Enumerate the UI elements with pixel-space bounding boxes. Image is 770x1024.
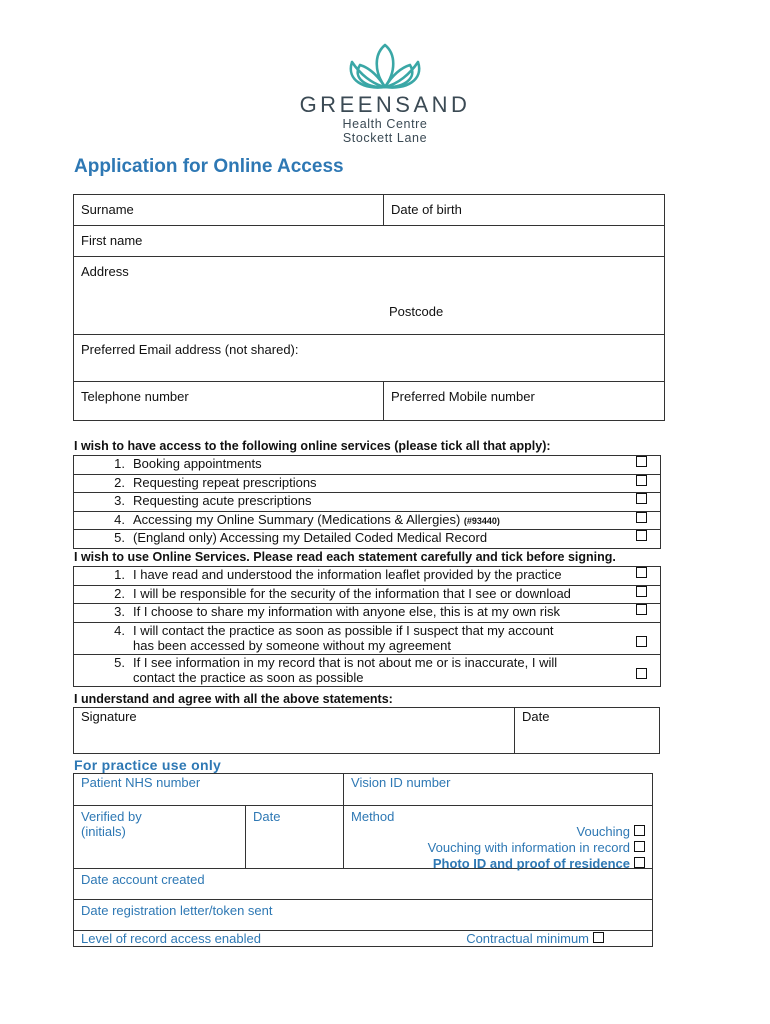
photo-id-option[interactable] <box>433 856 645 871</box>
item-text-line1: I will contact the practice as soon as possible if I suspect that my account <box>133 622 554 638</box>
signature-label: Signature <box>81 709 137 724</box>
list-item <box>74 456 661 475</box>
email-label: Preferred Email address (not shared): <box>81 342 299 357</box>
dob-label: Date of birth <box>391 202 462 217</box>
practice-use-table <box>73 773 653 947</box>
vouching-info-option[interactable] <box>428 840 645 855</box>
brand-location: Stockett Lane <box>342 131 428 145</box>
checkbox-icon[interactable] <box>636 512 647 523</box>
contractual-minimum-label: Contractual minimum <box>466 931 590 946</box>
services-heading: I wish to have access to the following online services (please tick all that apply): <box>74 439 551 453</box>
item-text: I have read and understood the information leaflet provided by the practice <box>129 567 623 586</box>
checkbox-icon[interactable] <box>636 456 647 467</box>
item-text-wrap <box>129 622 623 654</box>
item-text-line2: contact the practice as soon as possible <box>133 670 364 685</box>
item-number: 2. <box>74 474 130 493</box>
list-item <box>74 530 661 549</box>
list-item <box>74 493 661 512</box>
vouching-label: Vouching <box>576 824 631 839</box>
list-item <box>74 604 661 623</box>
item-text: (England only) Accessing my Detailed Coded Medical Record <box>129 530 623 549</box>
checkbox-icon[interactable] <box>636 604 647 615</box>
checkbox-icon[interactable] <box>636 668 647 679</box>
item-text-line1: If I see information in my record that is not about me or is inaccurate, I will <box>133 654 558 670</box>
nhs-number-field[interactable] <box>74 774 344 806</box>
checkbox-icon[interactable] <box>634 841 645 852</box>
method-field <box>344 806 653 869</box>
nhs-number-label: Patient NHS number <box>81 775 201 790</box>
dob-field[interactable] <box>384 195 665 226</box>
personal-details-table <box>73 194 665 421</box>
item-text: I will be responsible for the security of the information that I see or download <box>129 585 623 604</box>
item-code: (#93440) <box>463 515 500 526</box>
first-name-field[interactable] <box>74 226 665 257</box>
first-name-label: First name <box>81 233 143 248</box>
item-text-wrap <box>129 654 623 686</box>
signature-date-label: Date <box>522 709 550 724</box>
service-checkbox[interactable] <box>623 511 661 530</box>
item-number: 1. <box>74 456 130 475</box>
item-number: 5. <box>74 654 130 686</box>
account-created-field[interactable] <box>74 869 653 900</box>
brand-subtitle: Health Centre <box>342 117 428 131</box>
statement-checkbox[interactable] <box>623 604 661 623</box>
vision-id-field[interactable] <box>344 774 653 806</box>
vouching-option[interactable] <box>577 824 646 839</box>
service-checkbox[interactable] <box>623 474 661 493</box>
item-text: If I choose to share my information with anyone else, this is at my own risk <box>129 604 623 623</box>
email-field[interactable] <box>74 335 665 382</box>
checkbox-icon[interactable] <box>636 586 647 597</box>
lotus-icon <box>344 42 426 92</box>
item-text-wrap <box>129 511 623 530</box>
item-text: Requesting acute prescriptions <box>129 493 623 512</box>
verified-date-label: Date <box>253 809 281 824</box>
service-checkbox[interactable] <box>623 530 661 549</box>
checkbox-icon[interactable] <box>636 475 647 486</box>
service-checkbox[interactable] <box>623 456 661 475</box>
item-text: Accessing my Online Summary (Medications & Allergies) <box>133 511 461 527</box>
telephone-field[interactable] <box>74 382 384 421</box>
mobile-field[interactable] <box>384 382 665 421</box>
list-item <box>74 567 661 586</box>
contractual-minimum-option[interactable] <box>466 931 604 946</box>
initials-label: (initials) <box>81 824 126 839</box>
verified-date-field[interactable] <box>246 806 344 869</box>
verified-by-field[interactable] <box>74 806 246 869</box>
services-list <box>73 455 661 549</box>
checkbox-icon[interactable] <box>636 567 647 578</box>
item-text-line2: has been accessed by someone without my agreement <box>133 638 451 653</box>
list-item <box>74 511 661 530</box>
signature-field[interactable] <box>74 708 515 754</box>
signature-date-field[interactable] <box>515 708 660 754</box>
item-number: 5. <box>74 530 130 549</box>
item-number: 3. <box>74 604 130 623</box>
checkbox-icon[interactable] <box>636 636 647 647</box>
registration-letter-field[interactable] <box>74 900 653 931</box>
page-title: Application for Online Access <box>74 156 344 177</box>
item-number: 4. <box>74 511 130 530</box>
list-item <box>74 622 661 654</box>
vouching-info-label: Vouching with information in record <box>427 840 631 855</box>
statement-checkbox[interactable] <box>623 585 661 604</box>
checkbox-icon[interactable] <box>636 530 647 541</box>
brand-name: GREENSAND <box>299 92 471 117</box>
item-number: 1. <box>74 567 130 586</box>
checkbox-icon[interactable] <box>634 825 645 836</box>
statements-heading: I wish to use Online Services. Please read each statement carefully and tick before signing. <box>74 550 616 564</box>
service-checkbox[interactable] <box>623 493 661 512</box>
list-item <box>74 585 661 604</box>
agree-heading: I understand and agree with all the above statements: <box>74 692 393 706</box>
address-field[interactable] <box>74 257 665 335</box>
access-level-field[interactable] <box>74 931 653 947</box>
statement-checkbox[interactable] <box>623 622 661 654</box>
mobile-label: Preferred Mobile number <box>391 389 535 404</box>
registration-letter-label: Date registration letter/token sent <box>81 903 273 918</box>
checkbox-icon[interactable] <box>634 857 645 868</box>
verified-by-label: Verified by <box>81 809 142 824</box>
method-label: Method <box>351 809 395 824</box>
practice-heading: For practice use only <box>74 757 222 773</box>
vision-id-label: Vision ID number <box>351 775 451 790</box>
item-text: Booking appointments <box>129 456 623 475</box>
list-item <box>74 654 661 686</box>
item-number: 4. <box>74 622 130 654</box>
practice-logo <box>0 0 770 150</box>
telephone-label: Telephone number <box>81 389 189 404</box>
account-created-label: Date account created <box>81 872 205 887</box>
statement-checkbox[interactable] <box>623 654 661 686</box>
statements-list <box>73 566 661 687</box>
surname-label: Surname <box>81 202 134 217</box>
checkbox-icon[interactable] <box>636 493 647 504</box>
list-item <box>74 474 661 493</box>
signature-table <box>73 707 660 754</box>
statement-checkbox[interactable] <box>623 567 661 586</box>
access-level-label: Level of record access enabled <box>81 931 261 946</box>
item-number: 2. <box>74 585 130 604</box>
checkbox-icon[interactable] <box>593 932 604 943</box>
address-label: Address <box>81 264 129 279</box>
item-number: 3. <box>74 493 130 512</box>
surname-field[interactable] <box>74 195 384 226</box>
photo-id-label: Photo ID and proof of residence <box>432 856 631 871</box>
postcode-label: Postcode <box>389 304 444 319</box>
item-text: Requesting repeat prescriptions <box>129 474 623 493</box>
